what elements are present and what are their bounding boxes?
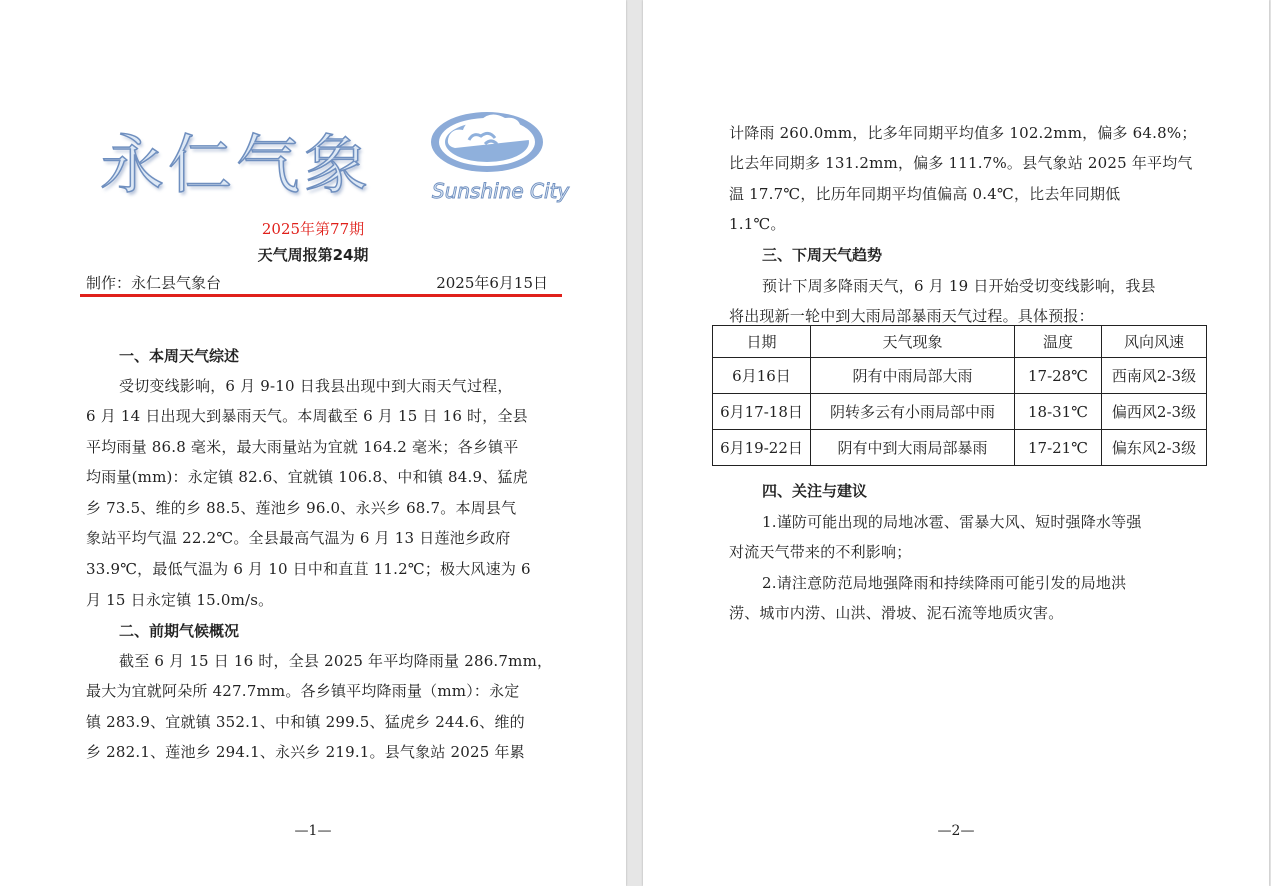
report-subtitle: 天气周报第24期 <box>257 246 369 264</box>
section2-title: 二、前期气候概况 <box>119 622 240 640</box>
table-header-cell: 温度 <box>1015 326 1102 358</box>
section4-title: 四、关注与建议 <box>762 482 868 500</box>
table-cell: 6月19-22日 <box>713 430 811 466</box>
issue-number: 2025年第77期 <box>261 220 365 238</box>
table-cell: 6月17-18日 <box>713 394 811 430</box>
section1-line: 月 15 日永定镇 15.0m/s。 <box>86 591 274 609</box>
section4-line: 涝、城市内涝、山洪、滑坡、泥石流等地质灾害。 <box>729 604 1064 622</box>
section4-line: 2.请注意防范局地强降雨和持续降雨可能引发的局地洪 <box>762 574 1127 592</box>
section2-line: 镇 283.9、宜就镇 352.1、中和镇 299.5、猛虎乡 244.6、维的 <box>86 713 525 731</box>
section1-line: 33.9℃，最低气温为 6 月 10 日中和直苴 11.2℃；极大风速为 6 <box>86 560 531 578</box>
table-cell: 18-31℃ <box>1015 394 1102 430</box>
page-number: —1— <box>294 823 332 839</box>
header-divider <box>80 294 562 297</box>
table-header-cell: 日期 <box>713 326 811 358</box>
logo-subtitle: Sunshine City <box>432 179 570 203</box>
forecast-table <box>712 325 1207 466</box>
table-header-row <box>713 326 1207 358</box>
section2-line: 最大为宜就阿朵所 427.7mm。各乡镇平均降雨量（mm）：永定 <box>86 682 520 700</box>
table-row <box>713 430 1207 466</box>
logo-cloud-icon <box>425 110 570 210</box>
table-cell: 阴有中雨局部大雨 <box>811 358 1015 394</box>
section1-line: 平均雨量 86.8 毫米，最大雨量站为宜就 164.2 毫米；各乡镇平 <box>86 438 519 456</box>
table-row <box>713 394 1207 430</box>
maker-label: 制作：永仁县气象台 <box>86 274 222 292</box>
section3-line: 将出现新一轮中到大雨局部暴雨天气过程。具体预报： <box>729 307 1094 325</box>
section3-line: 预计下周多降雨天气，6 月 19 日开始受切变线影响，我县 <box>762 277 1156 295</box>
section3-title: 三、下周天气趋势 <box>762 246 883 264</box>
table-cell: 17-21℃ <box>1015 430 1102 466</box>
table-header-cell: 风向风速 <box>1102 326 1207 358</box>
table-header-cell: 天气现象 <box>811 326 1015 358</box>
section4-line: 对流天气带来的不利影响； <box>729 543 912 561</box>
section2-cont-line: 温 17.7℃，比历年同期平均值偏高 0.4℃，比去年同期低 <box>729 185 1121 203</box>
table-row <box>713 358 1207 394</box>
table-cell: 17-28℃ <box>1015 358 1102 394</box>
table-cell: 偏西风2-3级 <box>1102 394 1207 430</box>
report-date: 2025年6月15日 <box>436 274 548 292</box>
table-cell: 偏东风2-3级 <box>1102 430 1207 466</box>
section1-line: 乡 73.5、维的乡 88.5、莲池乡 96.0、永兴乡 68.7。本周县气 <box>86 499 517 517</box>
table-cell: 西南风2-3级 <box>1102 358 1207 394</box>
section1-line: 6 月 14 日出现大到暴雨天气。本周截至 6 月 15 日 16 时，全县 <box>86 407 528 425</box>
table-cell: 6月16日 <box>713 358 811 394</box>
section1-line: 受切变线影响，6 月 9-10 日我县出现中到大雨天气过程， <box>119 377 513 395</box>
section4-line: 1.谨防可能出现的局地冰雹、雷暴大风、短时强降水等强 <box>762 513 1142 531</box>
section1-title: 一、本周天气综述 <box>119 347 240 365</box>
table-cell: 阴有中到大雨局部暴雨 <box>811 430 1015 466</box>
section2-cont-line: 1.1℃。 <box>729 215 786 233</box>
table-cell: 阴转多云有小雨局部中雨 <box>811 394 1015 430</box>
section1-line: 均雨量(mm)：永定镇 82.6、宜就镇 106.8、中和镇 84.9、猛虎 <box>86 468 528 486</box>
section2-line: 乡 282.1、莲池乡 294.1、永兴乡 219.1。县气象站 2025 年累 <box>86 743 525 761</box>
page-1 <box>0 0 626 886</box>
section2-cont-line: 计降雨 260.0mm，比多年同期平均值多 102.2mm，偏多 64.8%； <box>729 124 1197 142</box>
page-number: —2— <box>937 823 975 839</box>
section2-cont-line: 比去年同期多 131.2mm，偏多 111.7%。县气象站 2025 年平均气 <box>729 154 1193 172</box>
section1-line: 象站平均气温 22.2℃。全县最高气温为 6 月 13 日莲池乡政府 <box>86 529 511 547</box>
section2-line: 截至 6 月 15 日 16 时，全县 2025 年平均降雨量 286.7mm， <box>119 652 553 670</box>
logo-title: 永仁气象 <box>100 129 372 203</box>
